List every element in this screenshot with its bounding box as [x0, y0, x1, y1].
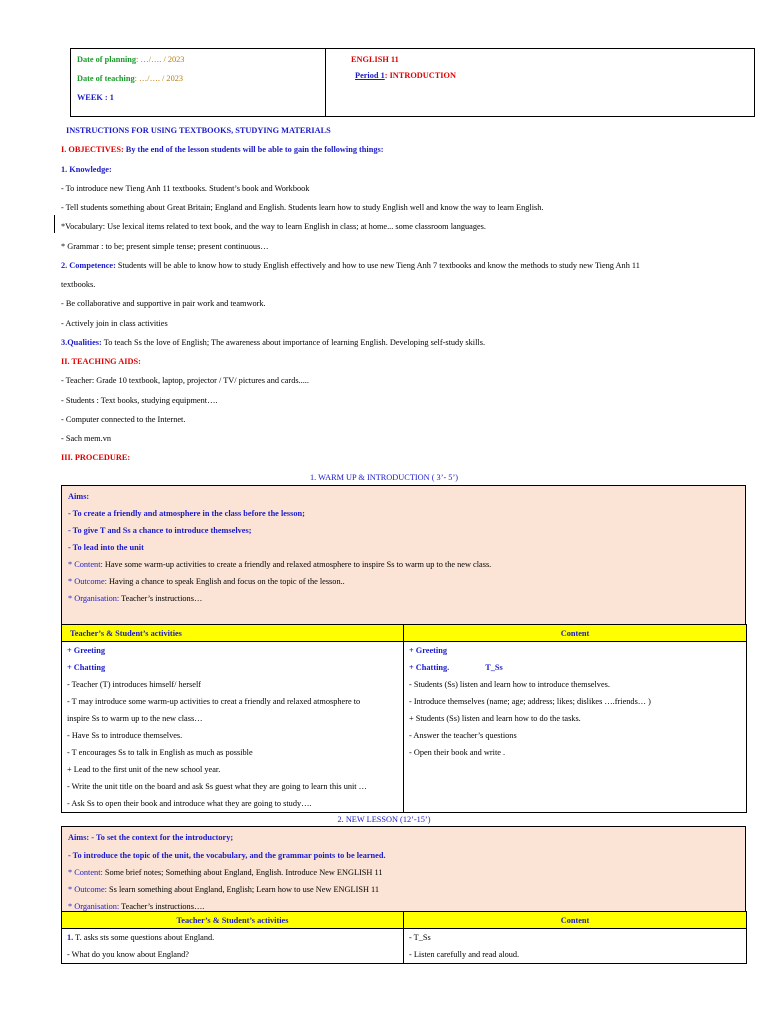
activity-item: - T encourages Ss to talk in English as much as possible: [67, 748, 253, 757]
col-header-content: Content: [404, 625, 747, 642]
header-divider: [325, 49, 326, 116]
new-lesson-aims-box: [61, 826, 746, 912]
teaching-aid-item: - Teacher: Grade 10 textbook, laptop, projector / TV/ pictures and cards.....: [61, 376, 309, 385]
knowledge-item: - To introduce new Tieng Anh 11 textbooks. Student’s book and Workbook: [61, 184, 310, 193]
content-item: - Listen carefully and read aloud.: [409, 950, 520, 959]
content-item: + Chatting. T_Ss: [409, 663, 503, 672]
activity-item: - Write the unit title on the board and ask Ss guest what they are going to learn this unit …: [67, 782, 367, 791]
aim-item: - To create a friendly and atmosphere in the class before the lesson;: [68, 509, 305, 518]
date-of-teaching: Date of teaching: …/…. / 2023: [77, 74, 184, 83]
activity-item: - What do you know about England?: [67, 950, 189, 959]
competence-item: - Be collaborative and supportive in pair work and teamwork.: [61, 299, 266, 308]
period-link[interactable]: Period 1: [355, 71, 385, 80]
activity-item: + Lead to the first unit of the new school year.: [67, 765, 221, 774]
activity-item: inspire Ss to warm up to the new class…: [67, 714, 203, 723]
activity-item: - Have Ss to introduce themselves.: [67, 731, 183, 740]
new-lesson-activities-table: [61, 911, 747, 964]
content-item: + Greeting: [409, 646, 447, 655]
competence-line: 2. Competence: Students will be able to know how to study English effectively and how to use new Tieng Anh 7 textbooks and know the methods to study new Tieng Anh 11: [61, 261, 640, 270]
period-title: Period 1: INTRODUCTION: [355, 71, 456, 80]
aims-line: - To introduce the topic of the unit, the vocabulary, and the grammar points to be learned.: [68, 851, 386, 860]
objectives-heading: I. OBJECTIVES: By the end of the lesson students will be able to gain the following things:: [61, 145, 384, 154]
lesson-header-box: [70, 48, 755, 117]
competence-item: - Actively join in class activities: [61, 319, 168, 328]
col-header-activities: Teacher’s & Student’s activities: [62, 912, 404, 929]
activities-cell: [62, 642, 404, 813]
activity-item: + Chatting: [67, 663, 106, 672]
content-item: - Answer the teacher’s questions: [409, 731, 517, 740]
teaching-aid-item: - Sach mem.vn: [61, 434, 112, 443]
teaching-aids-heading: II. TEACHING AIDS:: [61, 357, 141, 366]
aims-label: Aims:: [68, 492, 90, 501]
aim-item: - To give T and Ss a chance to introduce themselves;: [68, 526, 252, 535]
content-cell: [404, 929, 747, 964]
new-lesson-organisation: * Organisation: Teacher’s instructions….: [68, 902, 205, 911]
new-lesson-outcome: * Outcome: Ss learn something about England, English; Learn how to use New ENGLISH 11: [68, 885, 380, 894]
activity-item: - Teacher (T) introduces himself/ herself: [67, 680, 202, 689]
warmup-content: * Content: Have some warm-up activities to create a friendly and relaxed atmosphere to inspire Ss to warm up to the new class.: [68, 560, 492, 569]
aims-line: Aims: - To set the context for the introductory;: [68, 833, 234, 842]
new-lesson-content: * Content: Some brief notes; Something about England, English. Introduce New ENGLISH 11: [68, 868, 383, 877]
warmup-organisation: * Organisation: Teacher’s instructions…: [68, 594, 203, 603]
knowledge-item: * Grammar : to be; present simple tense; present continuous…: [61, 242, 269, 251]
activities-cell: [62, 929, 404, 964]
col-header-content: Content: [404, 912, 747, 929]
instructions-title: INSTRUCTIONS FOR USING TEXTBOOKS, STUDYING MATERIALS: [66, 126, 331, 135]
week-label: WEEK : 1: [77, 93, 114, 102]
aim-item: - To lead into the unit: [68, 543, 144, 552]
warmup-title: 1. WARM UP & INTRODUCTION ( 3’- 5’): [310, 473, 458, 482]
qualities-line: 3.Qualities: To teach Ss the love of English; The awareness about importance of learning English. Developing self-study skills.: [61, 338, 486, 347]
knowledge-item: *Vocabulary: Use lexical items related to text book, and the way to learn English in class; at home... some classroom languages.: [61, 222, 486, 231]
content-cell: [404, 642, 747, 813]
activity-item: - Ask Ss to open their book and introduce what they are going to study….: [67, 799, 312, 808]
date-of-planning: Date of planning: …/…. / 2023: [77, 55, 185, 64]
teaching-aid-item: - Computer connected to the Internet.: [61, 415, 186, 424]
course-title: ENGLISH 11: [351, 55, 399, 64]
warmup-aims-box: [61, 485, 746, 625]
competence-cont: textbooks.: [61, 280, 96, 289]
teaching-aid-item: - Students : Text books, studying equipment….: [61, 396, 218, 405]
content-item: - Introduce themselves (name; age; address; likes; dislikes ….friends… ): [409, 697, 651, 706]
col-header-activities: Teacher’s & Student’s activities: [62, 625, 404, 642]
warmup-activities-table: [61, 624, 747, 813]
content-item: - Students (Ss) listen and learn how to introduce themselves.: [409, 680, 610, 689]
knowledge-item: - Tell students something about Great Britain; England and English. Students learn how to study English well and know the way to learn English.: [61, 203, 544, 212]
content-item: - Open their book and write .: [409, 748, 506, 757]
warmup-outcome: * Outcome: Having a chance to speak English and focus on the topic of the lesson..: [68, 577, 345, 586]
margin-mark: [54, 215, 55, 233]
content-item: - T_Ss: [409, 933, 431, 942]
content-item: + Students (Ss) listen and learn how to do the tasks.: [409, 714, 581, 723]
activity-item: + Greeting: [67, 646, 105, 655]
new-lesson-title: 2. NEW LESSON (12’-15’): [337, 815, 431, 824]
activity-item: 1. T. asks sts some questions about England.: [67, 933, 215, 942]
knowledge-heading: 1. Knowledge:: [61, 165, 112, 174]
procedure-heading: III. PROCEDURE:: [61, 453, 131, 462]
activity-item: - T may introduce some warm-up activities to creat a friendly and relaxed atmosphere to: [67, 697, 361, 706]
